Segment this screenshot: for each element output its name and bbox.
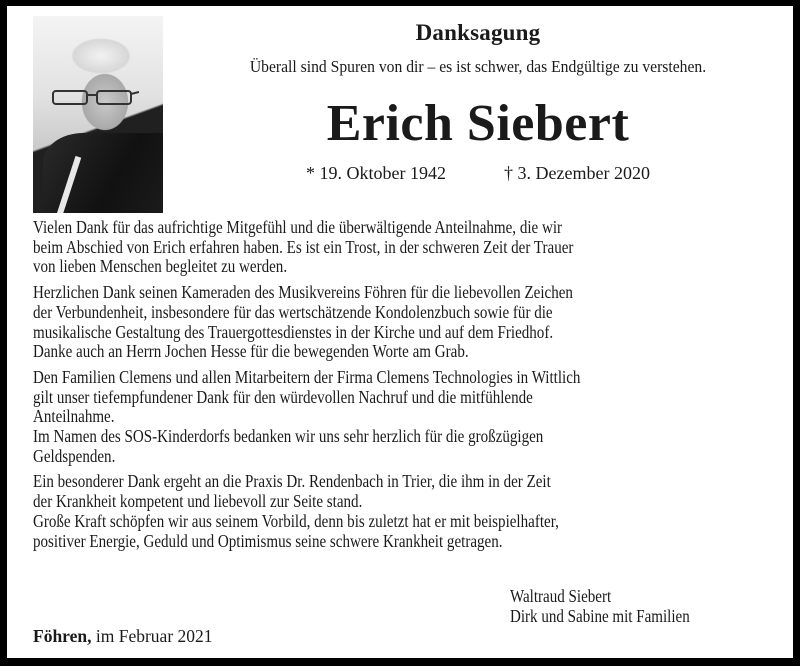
text-line: der Verbundenheit, insbesondere für das wertschätzende Kondolenzbuch sowie für die	[33, 301, 553, 322]
obituary-card	[7, 6, 793, 658]
text-line: der Krankheit kompetent und liebevoll zur Seite stand.	[33, 491, 363, 512]
text-line: Geldspenden.	[33, 445, 116, 466]
text-line: musikalische Gestaltung des Trauergottesdienstes in der Kirche und auf dem Friedhof.	[33, 321, 554, 342]
glasses-icon	[51, 88, 139, 106]
signer-name: Waltraud Siebert	[510, 586, 612, 606]
paragraph-2	[33, 283, 766, 362]
text-line: beim Abschied von Erich erfahren haben. Es ist ein Trost, in der schweren Zeit der Trauer	[33, 236, 574, 257]
heading-danksagung: Danksagung	[415, 20, 541, 45]
thanks-body	[33, 218, 766, 557]
paragraph-4	[33, 472, 766, 551]
text-line: Große Kraft schöpfen wir aus seinem Vorbild, denn bis zuletzt hat er mit beispielhafter,	[33, 510, 559, 531]
text-line: Herzlichen Dank seinen Kameraden des Musikvereins Föhren für die liebevollen Zeichen	[33, 282, 573, 303]
motto-line: Überall sind Spuren von dir – es ist schwer, das Endgültige zu verstehen.	[249, 57, 707, 76]
portrait-photo	[33, 16, 163, 213]
paragraph-3	[33, 368, 766, 467]
signers-block	[510, 586, 690, 626]
text-line: von lieben Menschen begleitet zu werden.	[33, 256, 288, 277]
life-dates	[183, 163, 773, 184]
paragraph-1	[33, 218, 766, 277]
text-line: Vielen Dank für das aufrichtige Mitgefühl und die überwältigende Anteilnahme, die wir	[33, 217, 563, 237]
place-and-date	[33, 626, 213, 647]
text-line: Anteilnahme.	[33, 406, 115, 427]
text-line: Den Familien Clemens und allen Mitarbeitern der Firma Clemens Technologies in Wittlich	[33, 366, 581, 387]
text-line: Ein besonderer Dank ergeht an die Praxis Dr. Rendenbach in Trier, die ihm in der Zeit	[33, 471, 551, 492]
deceased-name: Erich Siebert	[326, 95, 630, 152]
signer-name: Dirk und Sabine mit Familien	[510, 606, 690, 626]
birth-date: * 19. Oktober 1942	[306, 163, 447, 183]
death-date: † 3. Dezember 2020	[504, 163, 650, 183]
place-name: Föhren,	[33, 626, 92, 646]
text-line: Danke auch an Herrn Jochen Hesse für die bewegenden Worte am Grab.	[33, 341, 469, 362]
text-line: gilt unser tiefempfundener Dank für den würdevollen Nachruf und die mitfühlende	[33, 386, 533, 407]
text-line: Im Namen des SOS-Kinderdorfs bedanken wir uns sehr herzlich für die großzügigen	[33, 426, 544, 447]
date-text: im Februar 2021	[91, 626, 213, 646]
text-line: positiver Energie, Geduld und Optimismus seine schwere Krankheit getragen.	[33, 530, 503, 551]
